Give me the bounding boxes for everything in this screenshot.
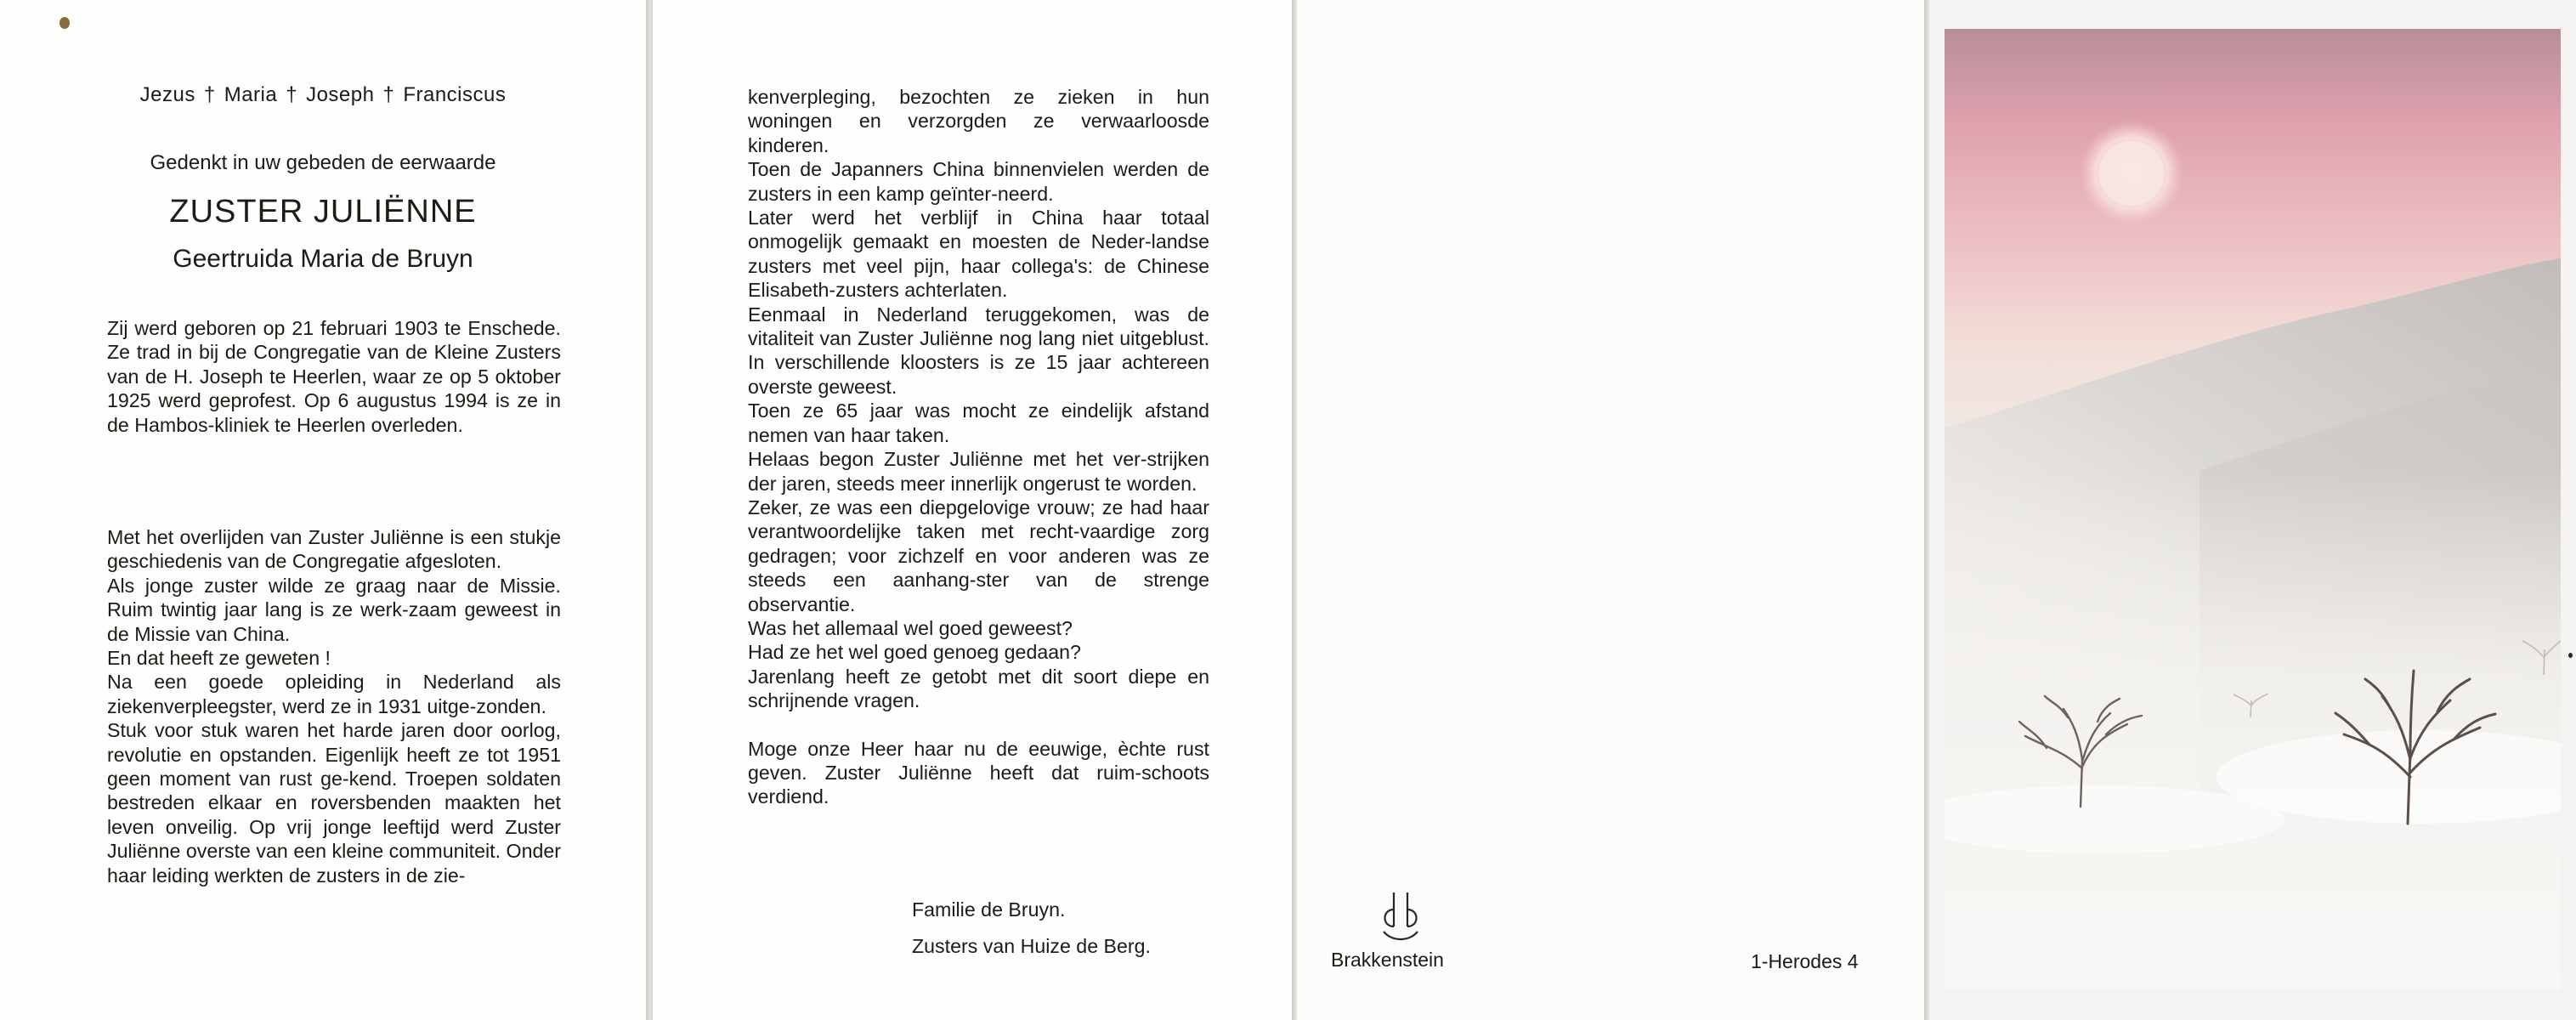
story-paragraph: Jarenlang heeft ze getobt met dit soort diepe en schrijnende vragen. bbox=[748, 665, 1209, 712]
card-fold bbox=[646, 0, 651, 1020]
story-paragraph: kenverpleging, bezochten ze zieken in hun woningen en verzorgden ze verwaarloosde kinderen. bbox=[748, 86, 1209, 156]
cross-icon: † bbox=[286, 83, 298, 106]
signature-sisters: Zusters van Huize de Berg. bbox=[912, 935, 1151, 957]
story-paragraph: Helaas begon Zuster Juliënne met het ver-strijken der jaren, steeds meer innerlijk ongerust te worden. bbox=[748, 448, 1209, 495]
story-paragraph: Na een goede opleiding in Nederland als ziekenverpleegster, werd ze in 1931 uitge-zonden. bbox=[107, 671, 561, 717]
deceased-name: ZUSTER JULIËNNE bbox=[169, 194, 477, 230]
story-paragraph: Had ze het wel goed genoeg gedaan? bbox=[748, 641, 1081, 664]
story-paragraph: Eenmaal in Nederland teruggekomen, was de vitaliteit van Zuster Juliënne nog lang niet uitgeblust. In verschillende kloosters is ze 15 jaar achtereen overste geweest. bbox=[748, 303, 1209, 398]
closing-prayer: Moge onze Heer haar nu de eeuwige, èchte rust geven. Zuster Juliënne heeft dat ruim-schoots verdiend. bbox=[748, 737, 1209, 808]
header-name-maria: Maria bbox=[224, 83, 278, 106]
card-panel-back bbox=[1297, 0, 1926, 1020]
card-panel-inside bbox=[653, 0, 1292, 1020]
intro-line: Gedenkt in uw gebeden de eerwaarde bbox=[150, 151, 496, 174]
story-paragraph: Was het allemaal wel goed geweest? bbox=[748, 616, 1073, 639]
header-name-franciscus: Franciscus bbox=[403, 83, 507, 106]
cross-icon: † bbox=[203, 83, 216, 106]
story-paragraph: Met het overlijden van Zuster Juliënne is een stukje geschiedenis van de Congregatie afgesloten. bbox=[107, 526, 561, 573]
paragraph-spacer bbox=[748, 713, 1209, 737]
header-name-joseph: Joseph bbox=[306, 83, 375, 106]
card-panel-artwork bbox=[1929, 0, 2576, 1020]
paper-speck bbox=[2568, 653, 2573, 658]
publisher-name: Brakkenstein bbox=[1331, 949, 1444, 971]
story-paragraph: Zeker, ze was een diepgelovige vrouw; ze had haar verantwoordelijke taken met recht-vaardige zorg gedragen; voor zichzelf en voor anderen was ze steeds een aanhang-ster van de strenge observantie. bbox=[748, 496, 1209, 615]
cross-icon: † bbox=[382, 83, 395, 106]
story-paragraph: Stuk voor stuk waren het harde jaren door oorlog, revolutie en opstanden. Eigenlijk heeft ze tot 1951 geen moment van rust ge-kend. Troepen soldaten bestreden elkaar en roversbenden maakten het leven onveilig. Op vrij jonge leeftijd werd Zuster Juliënne overste van een kleine communiteit. Onder haar leiding werkten de zusters in de zie- bbox=[107, 719, 561, 887]
story-paragraph: Later werd het verblijf in China haar totaal onmogelijk gemaakt en moesten de Neder-landse zusters met veel pijn, haar collega's: de Chinese Elisabeth-zusters achterlaten. bbox=[748, 207, 1209, 302]
card-panel-front bbox=[0, 0, 646, 1020]
story-paragraph: En dat heeft ze geweten ! bbox=[107, 647, 331, 670]
life-story-part-1 bbox=[107, 525, 561, 887]
publisher-logo-icon bbox=[1375, 889, 1426, 944]
story-paragraph: Toen de Japanners China binnenvielen werden de zusters in een kamp geïnter-neerd. bbox=[748, 158, 1209, 205]
header-name-jezus: Jezus bbox=[139, 83, 195, 106]
biography-text: Zij werd geboren op 21 februari 1903 te Enschede. Ze trad in bij de Congregatie van de Kleine Zusters van de H. Joseph te Heerlen, waar ze op 5 oktober 1925 werd geprofest. Op 6 augustus 1994 is ze in de Hambos-kliniek te Heerlen overleden. bbox=[107, 317, 561, 436]
signature-family: Familie de Bruyn. bbox=[912, 898, 1066, 921]
biography bbox=[107, 316, 561, 437]
card-reference: 1-Herodes 4 bbox=[1751, 950, 1859, 972]
deceased-full-name: Geertruida Maria de Bruyn bbox=[173, 245, 473, 273]
paper-speck bbox=[59, 17, 70, 29]
life-story-part-2 bbox=[748, 85, 1209, 809]
devotional-header bbox=[0, 83, 646, 107]
winter-landscape-illustration bbox=[1945, 29, 2561, 989]
story-paragraph: Toen ze 65 jaar was mocht ze eindelijk afstand nemen van haar taken. bbox=[748, 400, 1209, 446]
story-paragraph: Als jonge zuster wilde ze graag naar de Missie. Ruim twintig jaar lang is ze werk-zaam geweest in de Missie van China. bbox=[107, 574, 561, 645]
